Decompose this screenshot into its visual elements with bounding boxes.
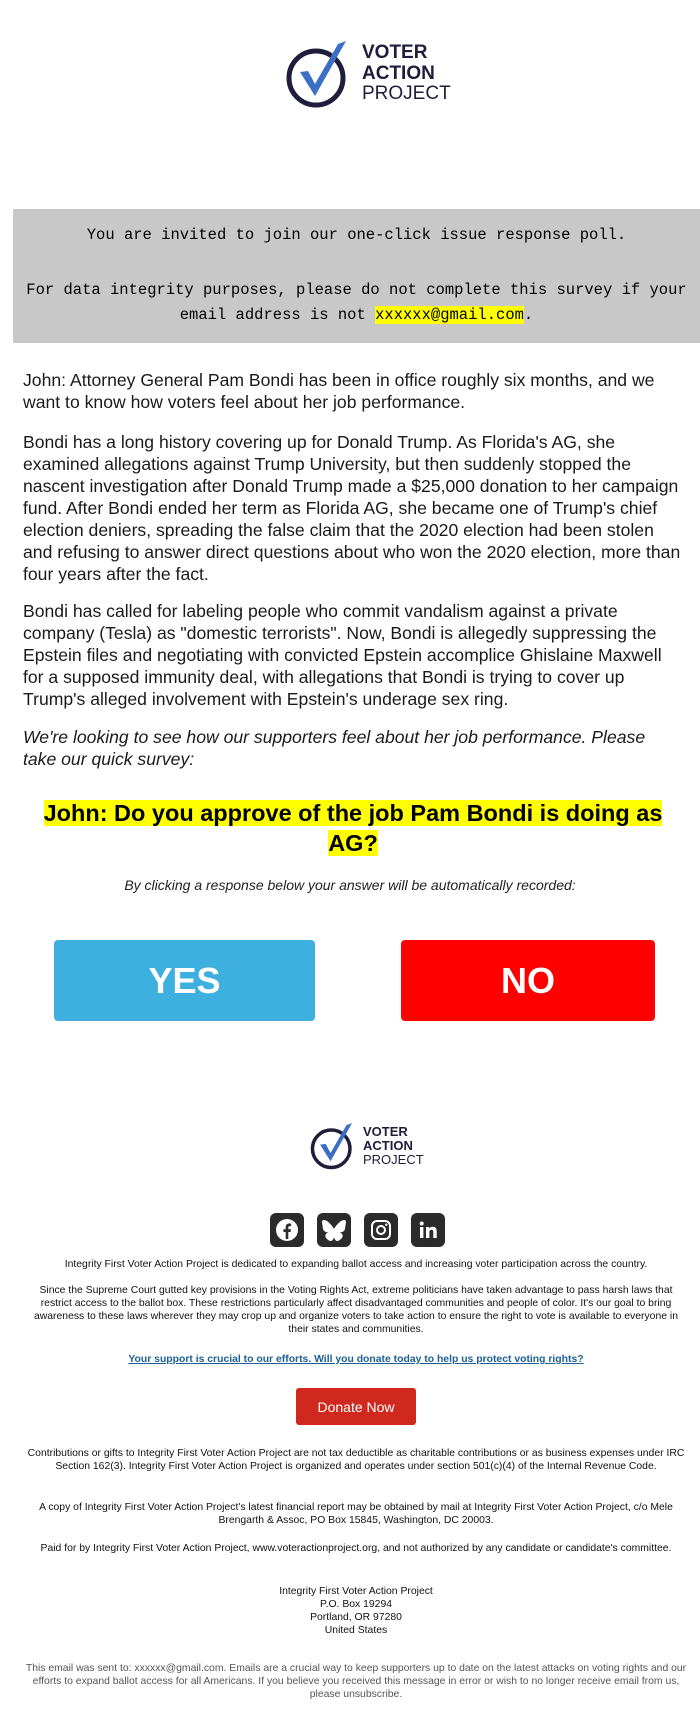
address-box: P.O. Box 19294 (319, 1599, 393, 1610)
notice-integrity (25, 278, 688, 328)
footer-mission: Integrity First Voter Action Project is dedicated to expanding ballot access and increasing voter participation across the country. (64, 1259, 648, 1270)
footer-paid-for: Paid for by Integrity First Voter Action Project, www.voteractionproject.org, and not authorized by any candidate or candidate's committee. (40, 1543, 672, 1554)
yes-button[interactable]: YES (54, 940, 315, 1021)
logo-word-voter: VOTER (362, 42, 428, 64)
facebook-icon[interactable] (270, 1213, 304, 1247)
instagram-icon[interactable] (364, 1213, 398, 1247)
footer-logo-word-project: PROJECT (363, 1152, 424, 1168)
linkedin-icon[interactable] (411, 1213, 445, 1247)
footer-logo-wordmark (363, 1125, 424, 1167)
footer-context: Since the Supreme Court gutted key provisions in the Voting Rights Act, extreme politicians have taken advantage to pass harsh laws that restrict access to the ballot box. These restrictions particularly affect disadvantaged communities and people of color. It's our goal to bring awareness to these laws wherever they may crop up and organize voters to take action to ensure the right to vote is available to everyone in their states and communities. (33, 1285, 678, 1335)
checkmark-logo-icon (284, 38, 356, 110)
footer-logo-word-action: ACTION (363, 1137, 413, 1153)
body-paragraph-survey-invite: We're looking to see how our supporters feel about her job performance. Please take our quick survey: (23, 727, 646, 769)
footer-email-notice: This email was sent to: xxxxxx@gmail.com. Emails are a crucial way to keep supporters up to date on the latest attacks on voting rights and our efforts to expand ballot access for all Americans. If you believe you received this message in error or wish to no longer receive email from us, please unsubscribe. (25, 1663, 687, 1700)
body-paragraph-epstein: Bondi has called for labeling people who commit vandalism against a private company (Tesla) as "domestic terrorists". Now, Bondi is allegedly suppressing the Epstein files and negotiating with convicted Epstein accomplice Ghislaine Maxwell for a supposed immunity deal, with allegations that Bondi is trying to cover up Trump's alleged involvement with Epstein's underage sex ring. (23, 601, 662, 709)
donate-link[interactable]: Your support is crucial to our efforts. Will you donate today to help us protect voting rights? (128, 1354, 584, 1365)
notice-invite: You are invited to join our one-click issue response poll. (86, 226, 627, 244)
no-button[interactable]: NO (401, 940, 655, 1021)
logo-word-project: PROJECT (362, 83, 451, 105)
address-org: Integrity First Voter Action Project (279, 1586, 433, 1597)
notice-integrity-text: For data integrity purposes, please do not complete this survey if your email address is not (26, 281, 687, 324)
poll-notice-box (13, 209, 700, 343)
footer-address (24, 1585, 688, 1637)
notice-email: xxxxxx@gmail.com (375, 306, 524, 324)
logo-wordmark (362, 43, 451, 105)
body-paragraph-history: Bondi has a long history covering up for Donald Trump. As Florida's AG, she examined allegations against Trump University, but then suddenly stopped the nascent investigation after Donald Trump made a $25,000 donation to her campaign fund. After Bondi ended her term as Florida AG, she became one of Trump's chief election deniers, spreading the false claim that the 2020 election had been stolen and refusing to answer direct questions about who won the 2020 election, more than four years after the fact. (23, 432, 681, 584)
donate-now-button[interactable]: Donate Now (296, 1388, 416, 1425)
footer-logo (309, 1121, 424, 1171)
address-country: United States (324, 1625, 388, 1636)
footer-logo-word-voter: VOTER (363, 1123, 408, 1139)
logo-word-action: ACTION (362, 62, 435, 84)
address-city: Portland, OR 97280 (310, 1612, 402, 1623)
social-links (270, 1213, 445, 1247)
header-logo (284, 38, 451, 110)
footer-tax-note: Contributions or gifts to Integrity First Voter Action Project are not tax deductible as charitable contributions or as business expenses under IRC Section 162(3). Integrity First Voter Action Project is organized and operates under section 501(c)(4) of the Internal Revenue Code. (27, 1448, 685, 1472)
poll-question-text: John: Do you approve of the job Pam Bondi is doing as AG? (43, 800, 663, 856)
footer-report-note: A copy of Integrity First Voter Action Project's latest financial report may be obtained by mail at Integrity First Voter Action Project, c/o Mele Brengarth & Assoc, PO Box 15845, Washington, DC 20003. (39, 1502, 673, 1526)
footer-checkmark-logo-icon (309, 1121, 359, 1171)
poll-question (20, 798, 686, 858)
notice-suffix: . (523, 306, 534, 324)
body-paragraph-intro: John: Attorney General Pam Bondi has been in office roughly six months, and we want to know how voters feel about her job performance. (23, 370, 655, 412)
poll-note: By clicking a response below your answer will be automatically recorded: (124, 877, 576, 893)
bluesky-icon[interactable] (317, 1213, 351, 1247)
